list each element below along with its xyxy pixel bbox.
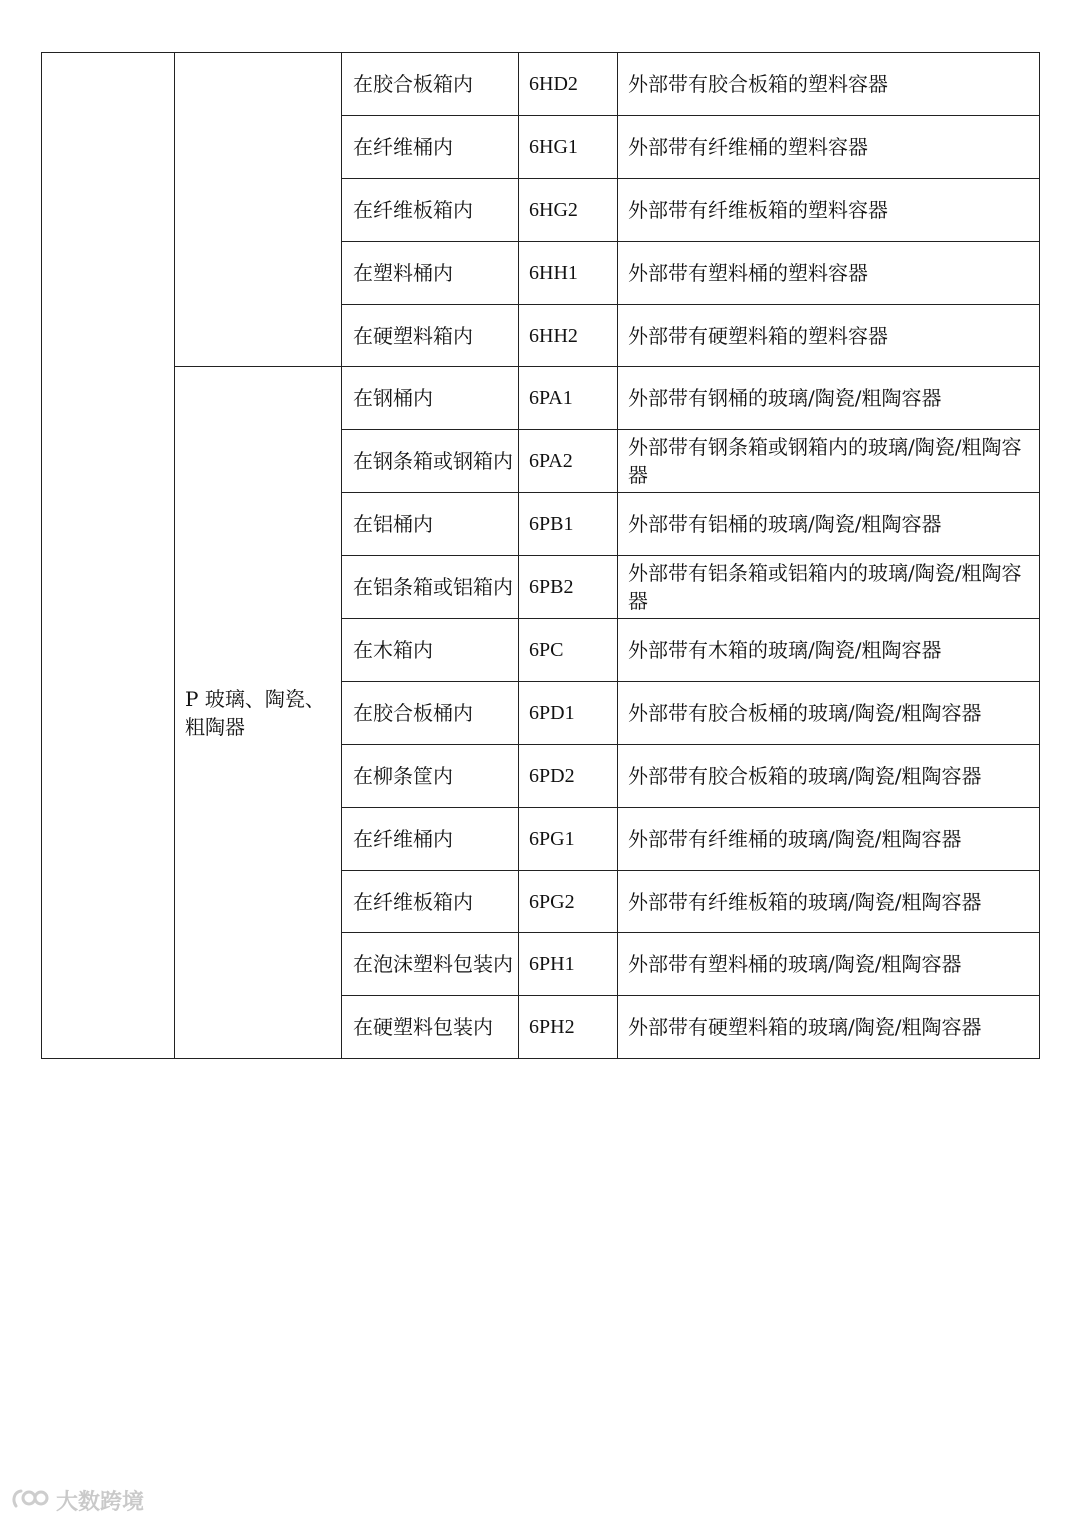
package-code-cell-text: 6PG1 bbox=[529, 827, 575, 850]
description-cell bbox=[618, 744, 1040, 807]
description-cell-text: 外部带有钢桶的玻璃/陶瓷/粗陶容器 bbox=[628, 386, 942, 411]
packing-method-cell bbox=[342, 933, 519, 996]
package-code-cell-text: 6PH2 bbox=[529, 1016, 575, 1039]
package-code-cell bbox=[519, 241, 618, 304]
package-code-cell bbox=[519, 304, 618, 367]
table-row bbox=[42, 53, 1040, 116]
description-cell bbox=[618, 241, 1040, 304]
package-code-cell-text: 6PG2 bbox=[529, 890, 575, 913]
packing-method-cell-text: 在纤维板箱内 bbox=[353, 889, 473, 914]
description-cell-text: 外部带有纤维板箱的玻璃/陶瓷/粗陶容器 bbox=[628, 889, 982, 914]
description-cell-text: 外部带有胶合板桶的玻璃/陶瓷/粗陶容器 bbox=[628, 700, 982, 725]
packing-method-cell-text: 在胶合板箱内 bbox=[353, 71, 473, 96]
description-cell bbox=[618, 493, 1040, 556]
description-cell-text: 外部带有塑料桶的玻璃/陶瓷/粗陶容器 bbox=[628, 952, 962, 977]
packing-method-cell-text: 在硬塑料包装内 bbox=[353, 1015, 493, 1040]
package-code-cell bbox=[519, 493, 618, 556]
description-cell-text: 外部带有木箱的玻璃/陶瓷/粗陶容器 bbox=[628, 637, 942, 662]
package-code-cell-text: 6HH2 bbox=[529, 324, 578, 347]
packing-method-cell-text: 在纤维板箱内 bbox=[353, 197, 473, 222]
package-code-cell bbox=[519, 996, 618, 1059]
packing-method-cell-text: 在泡沫塑料包装内 bbox=[353, 952, 513, 977]
description-cell bbox=[618, 178, 1040, 241]
packing-method-cell-text: 在纤维桶内 bbox=[353, 826, 453, 851]
package-code-cell-text: 6HH1 bbox=[529, 261, 578, 284]
packing-method-cell-text: 在钢条箱或钢箱内 bbox=[353, 449, 513, 474]
packing-method-cell bbox=[342, 996, 519, 1059]
packing-method-cell-text: 在硬塑料箱内 bbox=[353, 323, 473, 348]
table-row bbox=[42, 367, 1040, 430]
packing-method-cell bbox=[342, 53, 519, 116]
packaging-code-table bbox=[41, 52, 1040, 1059]
package-code-cell-text: 6PB1 bbox=[529, 513, 574, 536]
description-cell-text: 外部带有纤维桶的塑料容器 bbox=[628, 134, 868, 159]
package-code-cell bbox=[519, 933, 618, 996]
material-group-cell-text: P 玻璃、陶瓷、粗陶器 bbox=[185, 686, 325, 739]
packing-method-cell bbox=[342, 619, 519, 682]
description-cell bbox=[618, 115, 1040, 178]
description-cell bbox=[618, 430, 1040, 493]
package-code-cell-text: 6HG1 bbox=[529, 135, 578, 158]
description-cell bbox=[618, 619, 1040, 682]
description-cell-text: 外部带有胶合板箱的玻璃/陶瓷/粗陶容器 bbox=[628, 763, 982, 788]
packing-method-cell bbox=[342, 493, 519, 556]
description-cell bbox=[618, 807, 1040, 870]
material-group-cell bbox=[175, 367, 342, 1059]
packing-method-cell bbox=[342, 807, 519, 870]
package-code-cell bbox=[519, 115, 618, 178]
package-code-cell-text: 6PC bbox=[529, 638, 564, 661]
description-cell-text: 外部带有钢条箱或钢箱内的玻璃/陶瓷/粗陶容器 bbox=[628, 435, 1022, 488]
packing-method-cell-text: 在木箱内 bbox=[353, 637, 433, 662]
packing-method-cell-text: 在钢桶内 bbox=[353, 386, 433, 411]
package-code-cell bbox=[519, 619, 618, 682]
packing-method-cell-text: 在纤维桶内 bbox=[353, 134, 453, 159]
packing-method-cell-text: 在胶合板桶内 bbox=[353, 700, 473, 725]
description-cell-text: 外部带有硬塑料箱的塑料容器 bbox=[628, 323, 888, 348]
description-cell bbox=[618, 681, 1040, 744]
packing-method-cell bbox=[342, 178, 519, 241]
description-cell bbox=[618, 556, 1040, 619]
description-cell-text: 外部带有塑料桶的塑料容器 bbox=[628, 260, 868, 285]
packing-method-cell-text: 在柳条筐内 bbox=[353, 763, 453, 788]
package-code-cell bbox=[519, 430, 618, 493]
package-code-cell-text: 6PB2 bbox=[529, 576, 574, 599]
table-body bbox=[42, 53, 1040, 1059]
packing-method-cell bbox=[342, 241, 519, 304]
packing-method-cell bbox=[342, 870, 519, 933]
package-code-cell bbox=[519, 367, 618, 430]
packing-method-cell-text: 在塑料桶内 bbox=[353, 260, 453, 285]
watermark-logo-icon bbox=[10, 1486, 50, 1514]
category-cell bbox=[42, 53, 175, 1059]
packing-method-cell-text: 在铝桶内 bbox=[353, 512, 433, 537]
packing-method-cell bbox=[342, 744, 519, 807]
packing-method-cell bbox=[342, 556, 519, 619]
description-cell bbox=[618, 870, 1040, 933]
package-code-cell bbox=[519, 556, 618, 619]
description-cell-text: 外部带有硬塑料箱的玻璃/陶瓷/粗陶容器 bbox=[628, 1015, 982, 1040]
description-cell-text: 外部带有铝桶的玻璃/陶瓷/粗陶容器 bbox=[628, 512, 942, 537]
description-cell bbox=[618, 933, 1040, 996]
package-code-cell-text: 6PD1 bbox=[529, 701, 575, 724]
package-code-cell bbox=[519, 681, 618, 744]
package-code-cell-text: 6HD2 bbox=[529, 72, 578, 95]
watermark bbox=[10, 1483, 144, 1517]
packing-method-cell bbox=[342, 115, 519, 178]
watermark-text: 大数跨境 bbox=[56, 1489, 145, 1515]
package-code-cell bbox=[519, 53, 618, 116]
package-code-cell bbox=[519, 870, 618, 933]
description-cell-text: 外部带有纤维板箱的塑料容器 bbox=[628, 197, 888, 222]
packing-method-cell bbox=[342, 367, 519, 430]
package-code-cell-text: 6PD2 bbox=[529, 764, 575, 787]
description-cell bbox=[618, 53, 1040, 116]
packing-method-cell bbox=[342, 430, 519, 493]
package-code-cell bbox=[519, 807, 618, 870]
description-cell bbox=[618, 304, 1040, 367]
description-cell bbox=[618, 367, 1040, 430]
packing-method-cell-text: 在铝条箱或铝箱内 bbox=[353, 575, 513, 600]
package-code-cell-text: 6PA1 bbox=[529, 387, 573, 410]
packing-method-cell bbox=[342, 304, 519, 367]
packing-method-cell bbox=[342, 681, 519, 744]
material-group-cell bbox=[175, 53, 342, 367]
description-cell-text: 外部带有胶合板箱的塑料容器 bbox=[628, 71, 888, 96]
description-cell-text: 外部带有铝条箱或铝箱内的玻璃/陶瓷/粗陶容器 bbox=[628, 561, 1022, 614]
package-code-cell bbox=[519, 744, 618, 807]
description-cell-text: 外部带有纤维桶的玻璃/陶瓷/粗陶容器 bbox=[628, 826, 962, 851]
package-code-cell-text: 6HG2 bbox=[529, 198, 578, 221]
description-cell bbox=[618, 996, 1040, 1059]
package-code-cell bbox=[519, 178, 618, 241]
package-code-cell-text: 6PH1 bbox=[529, 953, 575, 976]
package-code-cell-text: 6PA2 bbox=[529, 450, 573, 473]
